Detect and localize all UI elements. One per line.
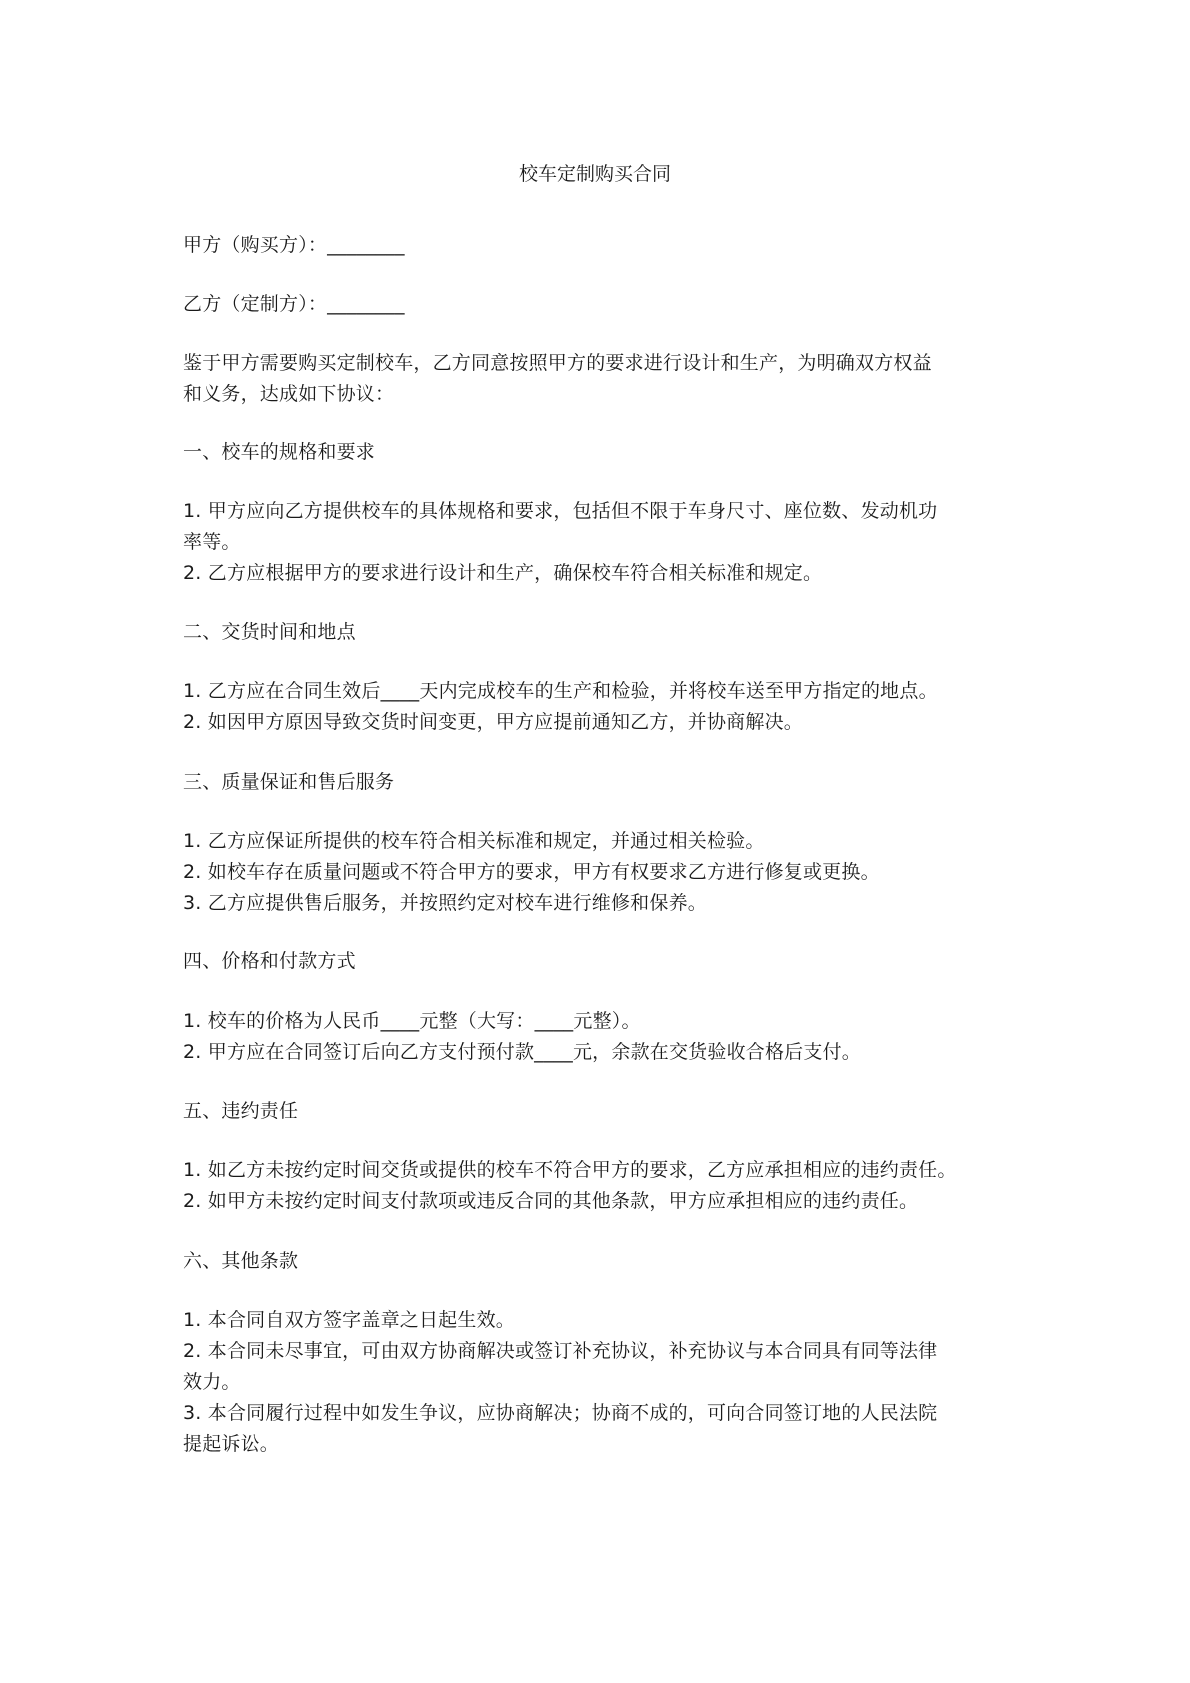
clause-line: 提起诉讼。 <box>183 1433 280 1455</box>
party-a-line: 甲方（购买方）：________ <box>183 234 405 256</box>
clause-line: 1. 乙方应保证所提供的校车符合相关标准和规定，并通过相关检验。 <box>183 830 765 852</box>
clause-line: 2. 乙方应根据甲方的要求进行设计和生产，确保校车符合相关标准和规定。 <box>183 562 823 584</box>
section-heading: 六、其他条款 <box>183 1250 299 1272</box>
section-heading: 三、质量保证和售后服务 <box>183 771 395 793</box>
preamble-line: 鉴于甲方需要购买定制校车，乙方同意按照甲方的要求进行设计和生产，为明确双方权益 <box>183 352 932 374</box>
clause-line: 2. 如因甲方原因导致交货时间变更，甲方应提前通知乙方，并协商解决。 <box>183 711 803 733</box>
section-heading: 二、交货时间和地点 <box>183 621 356 643</box>
clause-line: 1. 乙方应在合同生效后____天内完成校车的生产和检验，并将校车送至甲方指定的地点。 <box>183 680 938 702</box>
clause-line: 1. 如乙方未按约定时间交货或提供的校车不符合甲方的要求，乙方应承担相应的违约责任。 <box>183 1159 957 1181</box>
party-b-line: 乙方（定制方）：________ <box>183 293 405 315</box>
clause-line: 1. 校车的价格为人民币____元整（大写：____元整）。 <box>183 1010 641 1032</box>
clause-line: 2. 甲方应在合同签订后向乙方支付预付款____元，余款在交货验收合格后支付。 <box>183 1041 861 1063</box>
clause-line: 3. 本合同履行过程中如发生争议，应协商解决；协商不成的，可向合同签订地的人民法院 <box>183 1402 938 1424</box>
clause-line: 效力。 <box>183 1371 241 1393</box>
clause-line: 1. 本合同自双方签字盖章之日起生效。 <box>183 1309 515 1331</box>
clause-line: 2. 本合同未尽事宜，可由双方协商解决或签订补充协议，补充协议与本合同具有同等法律 <box>183 1340 938 1362</box>
section-heading: 一、校车的规格和要求 <box>183 441 376 463</box>
section-heading: 五、违约责任 <box>183 1100 299 1122</box>
clause-line: 1. 甲方应向乙方提供校车的具体规格和要求，包括但不限于车身尺寸、座位数、发动机功 <box>183 500 938 522</box>
clause-line: 率等。 <box>183 531 241 553</box>
clause-line: 3. 乙方应提供售后服务，并按照约定对校车进行维修和保养。 <box>183 892 707 914</box>
preamble-line: 和义务，达成如下协议： <box>183 383 395 405</box>
clause-line: 2. 如校车存在质量问题或不符合甲方的要求，甲方有权要求乙方进行修复或更换。 <box>183 861 880 883</box>
clause-line: 2. 如甲方未按约定时间支付款项或违反合同的其他条款，甲方应承担相应的违约责任。 <box>183 1190 919 1212</box>
section-heading: 四、价格和付款方式 <box>183 950 356 972</box>
document-title: 校车定制购买合同 <box>518 163 671 185</box>
